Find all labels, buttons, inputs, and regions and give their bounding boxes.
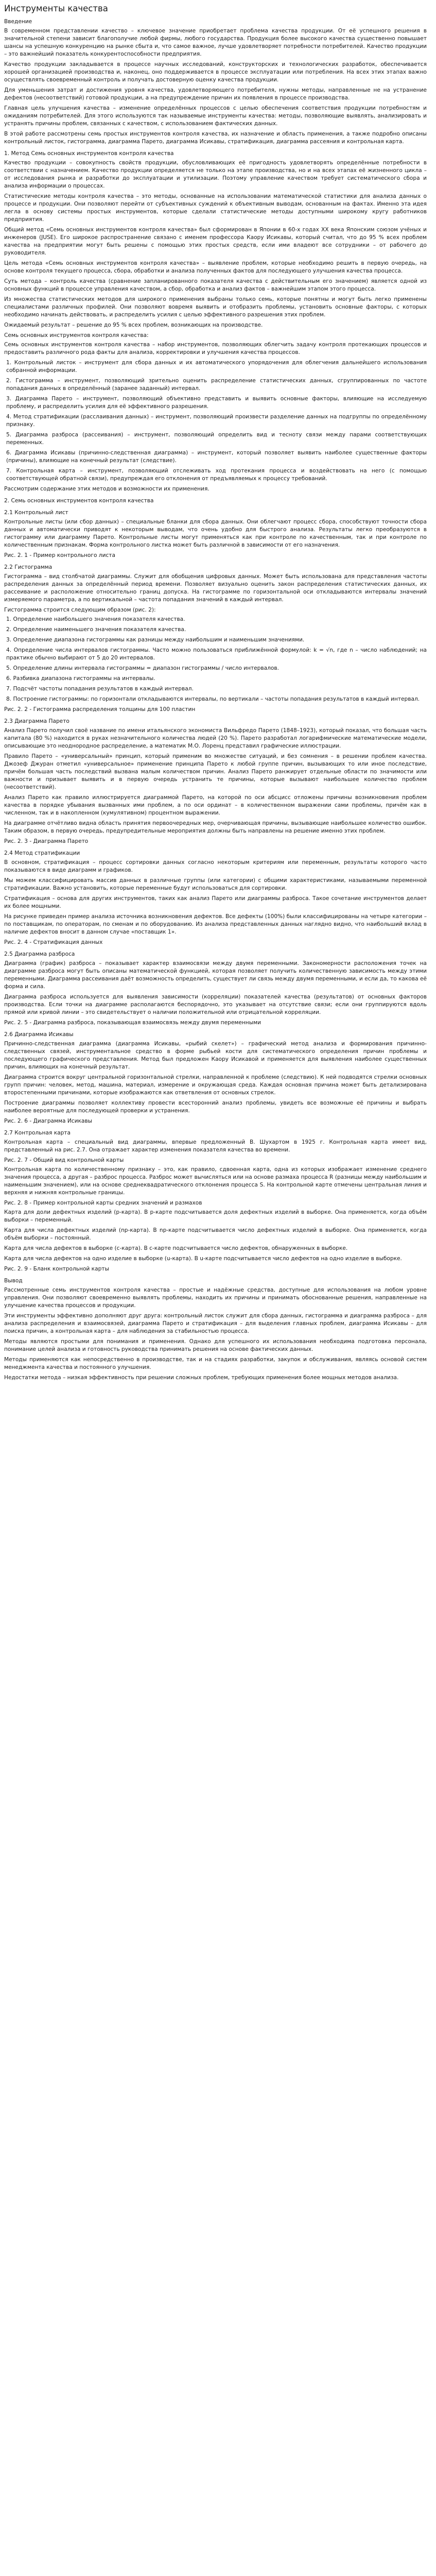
list-item: 8. Построение гистограммы: по горизонтали откладываются интервалы, по вертикали – частоты попадания результатов в каждый интервал. [6,696,420,702]
paragraph: Статистические методы контроля качества – это методы, основанные на использовании математической статистики для анализа данных о процессе и продукции. Они позволяют перейти от субъективных суждений к объективным выводам, основанным на фактах. Именно эта идея легла в основу системы простых инструментов, которые сделали статистические методы доступными широкому кругу работников предприятия. [4,193,427,223]
caption: Рис. 2. 9 - Бланк контрольной карты [4,1266,109,1272]
paragraph: Мы можем классифицировать массив данных в различные группы (или категории) с общими характеристиками, называемыми переменной стратификации. Важно установить, которые переменные будут использоваться для сортировки. [4,877,427,891]
paragraph: Гистограмма – вид столбчатой диаграммы. Служит для обобщения цифровых данных. Может быть использована для представления частоты распределения данных за определённый период времени. Позволяет визуально оценить закон распределения статистических данных, их рассеивание и расположение относительно границ допуска. На гистограмме по горизонтальной оси откладываются интервалы значений измеряемого параметра, а по вертикальной – частота попадания значений в каждый интервал. [4,573,427,603]
paragraph: В современном представлении качество – ключевое значение приобретает проблема качества продукции. От её успешного решения в значительной степени зависит благополучие любой фирмы, любого государства. Продукция более высокого качества существенно повышает шансы на успешную конкуренцию на рынке сбыта и, что самое важное, лучше удовлетворяет потребности потребителей. Качество продукции – это важнейший показатель конкурентоспособности предприятия. [4,28,427,57]
list-item: 3. Определение диапазона гистограммы как разницы между наибольшим и наименьшим значениями. [6,637,305,643]
caption: Рис. 2. 2 - Гистограмма распределения толщины для 100 пластин [4,706,196,713]
caption: Рис. 2. 6 - Диаграмма Исикавы [4,1118,93,1124]
paragraph: Эти инструменты эффективно дополняют друг друга: контрольный листок служит для сбора данных, гистограмма и диаграмма разброса – для анализа распределения и взаимосвязей, диаграмма Парето и стратификация – для выделения главных проблем, диаграмма Исикавы – для поиска причин, а контрольная карта – для наблюдения за стабильностью процесса. [4,1313,427,1334]
caption: Рис. 2. 5 - Диаграмма разброса, показывающая взаимосвязь между двумя переменными [4,1020,261,1026]
section-heading: 2.1 Контрольный лист [4,510,68,516]
paragraph: Общий метод «Семь основных инструментов контроля качества» был сформирован в Японии в 60-х годах XX века Японским союзом учёных и инженеров (JUSE). Его широкое распространение связано с именем профессора Каору Исикавы, который считал, что до 95 % всех проблем качества на предприятии могут быть решены с помощью этих простых средств, если ими владеют все сотрудники – от рабочего до руководителя. [4,227,427,256]
list-item: 4. Метод стратификации (расслаивания данных) – инструмент, позволяющий произвести разделение данных на подгруппы по определённому признаку. [6,414,427,428]
list-item: 4. Определение числа интервалов гистограммы. Часто можно пользоваться приближённой формулой: k = √n, где n – число наблюдений; на практике обычно выбирают от 5 до 20 интервалов. [6,647,427,661]
paragraph: Качество продукции закладывается в процессе научных исследований, конструкторских и технологических разработок, обеспечивается хорошей организацией производства и, наконец, оно поддерживается в процессе эксплуатации или потребления. На всех этих этапах важно осуществлять своевременный контроль и получать достоверную оценку качества продукции. [4,61,427,83]
paragraph: Контрольная карта – специальный вид диаграммы, впервые предложенный В. Шухартом в 1925 г. Контрольная карта имеет вид, представленный на рис. 2.7. Она отражает характер изменения показателя качества во времени. [4,1139,427,1153]
paragraph: Методы применяются как непосредственно в производстве, так и на стадиях разработки, закупок и обслуживания, являясь основой систем менеджмента качества и постоянного улучшения. [4,1357,427,1370]
paragraph: Методы являются простыми для понимания и применения. Однако для успешного их использования необходима подготовка персонала, понимание целей анализа и готовность руководства принимать решения на основе фактических данных. [4,1338,427,1352]
paragraph: На рисунке приведен пример анализа источника возникновения дефектов. Все дефекты (100%) были классифицированы на четыре категории – по поставщикам, по операторам, по сменам и по оборудованию. Из анализа представленных данных наглядно видно, что наибольший вклад в наличие дефектов вносит в данном случае «поставщик 1». [4,913,427,935]
paragraph: Причинно-следственная диаграмма (диаграмма Исикавы, «рыбий скелет») – графический метод анализа и формирования причинно-следственных связей, инструментальное средство в форме рыбьей кости для систематического определения причин проблемы и последующего графического представления. Метод был предложен Каору Исикавой и применяется для выявления наиболее существенных причин, влияющих на конечный результат. [4,1041,427,1070]
caption: Рис. 2. 3 - Диаграмма Парето [4,838,89,844]
section-heading: Вывод [4,1278,23,1284]
section-heading: 1. Метод Семь основных инструментов контроля качества [4,150,174,157]
paragraph: Карта для числа дефектов на одно изделие в выборке (u-карта). В u-карте подсчитывается число дефектов на одно изделие в выборке. [4,1256,402,1262]
paragraph: Карта для доли дефектных изделий (p-карта). В p-карте подсчитывается доля дефектных изделий в выборке. Она применяется, когда объём выборки – переменный. [4,1209,427,1223]
paragraph: Для уменьшения затрат и достижения уровня качества, удовлетворяющего потребителя, нужны методы, направленные не на устранение дефектов (несоответствий) готовой продукции, а на предупреждение причин их появления в процессе производства. [4,87,427,101]
section-heading: 2.3 Диаграмма Парето [4,718,69,724]
paragraph: Контрольные листы (или сбор данных) – специальные бланки для сбора данных. Они облегчают процесс сбора, способствуют точности сбора данных и автоматически приводят к некоторым выводам, что очень удобно для быстрого анализа. Результаты легко преобразуются в гистограмму или диаграмму Парето. Контрольные листы могут применяться как при контроле по качественным, так и при контроле по количественным признакам. Форма контрольного листка может быть различной в зависимости от его назначения. [4,519,427,548]
list-item: 2. Определение наименьшего значения показателя качества. [6,626,186,633]
list-item: 3. Диаграмма Парето – инструмент, позволяющий объективно представить и выявить основные факторы, влияющие на исследуемую проблему, и распределить усилия для её эффективного разрешения. [6,396,427,410]
caption: Рис. 2. 1 - Пример контрольного листа [4,552,115,558]
section-heading: 2. Семь основных инструментов контроля качества [4,498,154,504]
list-item: 2. Гистограмма – инструмент, позволяющий зрительно оценить распределение статистических данных, сгруппированных по частоте попадания данных в определённый (заранее заданный) интервал. [6,378,427,392]
paragraph: В этой работе рассмотрены семь простых инструментов контроля качества, их назначение и область применения, а также подробно описаны контрольный листок, гистограмма, диаграмма Парето, диаграмма Исикавы, стратификация, диаграмма рассеяния и контрольная карта. [4,131,427,145]
paragraph: Рассмотрим содержание этих методов и возможности их применения. [4,486,210,492]
paragraph: Из множества статистических методов для широкого применения выбраны только семь, которые понятны и могут быть легко применены специалистами различных профилей. Они позволяют вовремя выявить и отобразить проблемы, установить основные факторы, с которых необходимо начинать действовать, и распределить усилия с целью эффективного разрешения этих проблем. [4,296,427,318]
paragraph: Карта для числа дефектных изделий (np-карта). В np-карте подсчитывается число дефектных изделий в выборке. Она применяется, когда объём выборки – постоянный. [4,1227,427,1241]
page-title: Инструменты качества [4,4,108,13]
paragraph: Качество продукции – совокупность свойств продукции, обусловливающих её пригодность удовлетворять определённые потребности в соответствии с назначением. Качество продукции определяется не только на этапе производства, но и на всех этапах её жизненного цикла – от исследования рынка и разработки до эксплуатации и утилизации. Поэтому управление качеством требует систематического сбора и анализа информации о процессах. [4,160,427,189]
section-heading: 2.2 Гистограмма [4,564,53,570]
paragraph: Правило Парето – «универсальный» принцип, который применим во множестве ситуаций, и без сомнения – в решении проблем качества. Джозеф Джуран отметил «универсальное» применение принципа Парето к любой группе причин, вызывающих то или иное последствие, причём большая часть последствий вызвана малым количеством причин. Анализ Парето ранжирует отдельные области по значимости или важности и призывает выявить и в первую очередь устранить те причины, которые вызывают наибольшее количество проблем (несоответствий). [4,753,427,790]
paragraph: Рассмотренные семь инструментов контроля качества – простые и надёжные средства, доступные для использования на любом уровне управления. Они позволяют своевременно выявлять проблемы, находить их причины и принимать обоснованные решения, направленные на улучшение качества процессов и продукции. [4,1287,427,1309]
paragraph: Недостатки метода – низкая эффективность при решении сложных проблем, требующих применения более мощных методов анализа. [4,1375,399,1381]
section-heading: Введение [4,19,32,25]
list-item: 1. Определение наибольшего значения показателя качества. [6,616,185,622]
caption: Рис. 2. 7 - Общий вид контрольной карты [4,1157,124,1163]
section-heading: 2.7 Контрольная карта [4,1130,71,1136]
paragraph: В основном, стратификация – процесс сортировки данных согласно некоторым критериям или переменным, результаты которого часто показываются в виде диаграмм и графиков. [4,859,427,873]
paragraph: Диаграмма строится вокруг центральной горизонтальной стрелки, направленной к проблеме (следствию). К ней подводятся стрелки основных групп причин: человек, метод, машина, материал, измерение и окружающая среда. Каждая основная причина может быть детализирована второстепенными причинами, которые изображаются как ответвления от основных стрелок. [4,1074,427,1096]
caption: Рис. 2. 4 - Стратификация данных [4,939,103,945]
paragraph: Анализ Парето получил своё название по имени итальянского экономиста Вильфредо Парето (1848–1923), который показал, что большая часть капитала (80 %) находится в руках незначительного количества людей (20 %). Парето разработал логарифмические математические модели, описывающие это неоднородное распределение, а математик М.О. Лоренц представил графические иллюстрации. [4,727,427,749]
paragraph: Ожидаемый результат – решение до 95 % всех проблем, возникающих на производстве. [4,322,263,328]
caption: Семь основных инструментов контроля качества: [4,332,149,338]
list-item: 7. Подсчёт частоты попадания результатов в каждый интервал. [6,686,194,692]
caption: Гистограмма строится следующим образом (рис. 2): [4,607,156,613]
paragraph: Построение диаграммы позволяет коллективу провести всесторонний анализ проблемы, увидеть все возможные её причины и выбрать наиболее вероятные для последующей проверки и устранения. [4,1100,427,1114]
paragraph: Семь основных инструментов контроля качества – набор инструментов, позволяющих облегчить задачу контроля протекающих процессов и предоставить различного рода факты для анализа, корректировки и улучшения качества процессов. [4,342,427,355]
section-heading: 2.6 Диаграмма Исикавы [4,1031,74,1038]
caption: Рис. 2. 8 - Пример контрольной карты средних значений и размахов [4,1200,202,1206]
document-body [4,18,427,1382]
section-heading: 2.5 Диаграмма разброса [4,951,75,957]
paragraph: Диаграмма (график) разброса – показывает характер взаимосвязи между двумя переменными. Закономерности расположения точек на диаграмме разброса могут быть описаны математической функцией, которая позволяет получить количественную зависимость между этими переменными. Диаграмма рассеивания даёт возможность определить, существует ли связь между двумя переменными, и если да, то какова её форма и сила. [4,960,427,990]
paragraph: На диаграмме отчётливо видна область принятия первоочередных мер, очерчивающая причины, вызывающие наибольшее количество ошибок. Таким образом, в первую очередь, предупредительные мероприятия должны быть направлены на решение именно этих проблем. [4,820,427,834]
paragraph: Суть метода – контроль качества (сравнение запланированного показателя качества с действительным его значением) является одной из основных функций в процессе управления качеством, а сбор, обработка и анализ фактов – важнейшим этапом этого процесса. [4,278,427,292]
paragraph: Цель метода «Семь основных инструментов контроля качества» – выявление проблем, которые необходимо решить в первую очередь, на основе контроля текущего процесса, сбора, обработки и анализа полученных фактов для последующего улучшения качества процесса. [4,260,427,274]
paragraph: Главная цель улучшения качества – изменение определённых процессов с целью обеспечения соответствия продукции потребностям и ожиданиям потребителей. Для этого используются так называемые инструменты качества: методы, позволяющие выявлять, анализировать и устранять причины проблем, связанных с качеством, с использованием фактических данных. [4,105,427,127]
paragraph: Карта для числа дефектов в выборке (с-карта). В с-карте подсчитывается число дефектов, обнаруженных в выборке. [4,1245,348,1251]
paragraph: Диаграмма разброса используется для выявления зависимости (корреляции) показателей качества (результатов) от основных факторов производства. Если точки на диаграмме располагаются беспорядочно, это указывает на отсутствие связи; если они группируются вдоль прямой или кривой линии – это свидетельствует о наличии положительной или отрицательной корреляции. [4,994,427,1015]
paragraph: Контрольная карта по количественному признаку – это, как правило, сдвоенная карта, одна из которых изображает изменение среднего значения процесса, а другая – разброс процесса. Разброс может вычисляться или на основе размаха процесса R (разницы между наибольшим и наименьшим значением), или на основе среднеквадратического отклонения процесса S. На контрольной карте отмечены центральная линия и верхняя и нижняя контрольные границы. [4,1166,427,1196]
section-heading: 2.4 Метод стратификации [4,850,80,856]
list-item: 5. Диаграмма разброса (рассеивания) – инструмент, позволяющий определить вид и тесноту связи между парами соответствующих переменных. [6,432,427,446]
list-item: 5. Определение длины интервала гистограммы = диапазон гистограммы / число интервалов. [6,665,280,671]
list-item: 7. Контрольная карта – инструмент, позволяющий отслеживать ход протекания процесса и воздействовать на него (с помощью соответствующей обратной связи), предупреждая его отклонения от предъявляемых к процессу требований. [6,468,427,482]
list-item: 1. Контрольный листок – инструмент для сбора данных и их автоматического упорядочения для облегчения дальнейшего использования собранной информации. [6,360,427,374]
paragraph: Стратификация – основа для других инструментов, таких как анализ Парето или диаграммы разброса. Такое сочетание инструментов делает их более мощными. [4,895,427,909]
list-item: 6. Разбивка диапазона гистограммы на интервалы. [6,675,155,682]
paragraph: Анализ Парето как правило иллюстрируется диаграммой Парето, на которой по оси абсцисс отложены причины возникновения проблем качества в порядке убывания вызванных ими проблем, а по оси ординат – в количественном выражении сами проблемы, причём как в численном, так и в накопленном (кумулятивном) процентном выражении. [4,794,427,816]
list-item: 6. Диаграмма Исикавы (причинно-следственная диаграмма) – инструмент, который позволяет выявить наиболее существенные факторы (причины), влияющие на конечный результат (следствие). [6,450,427,464]
